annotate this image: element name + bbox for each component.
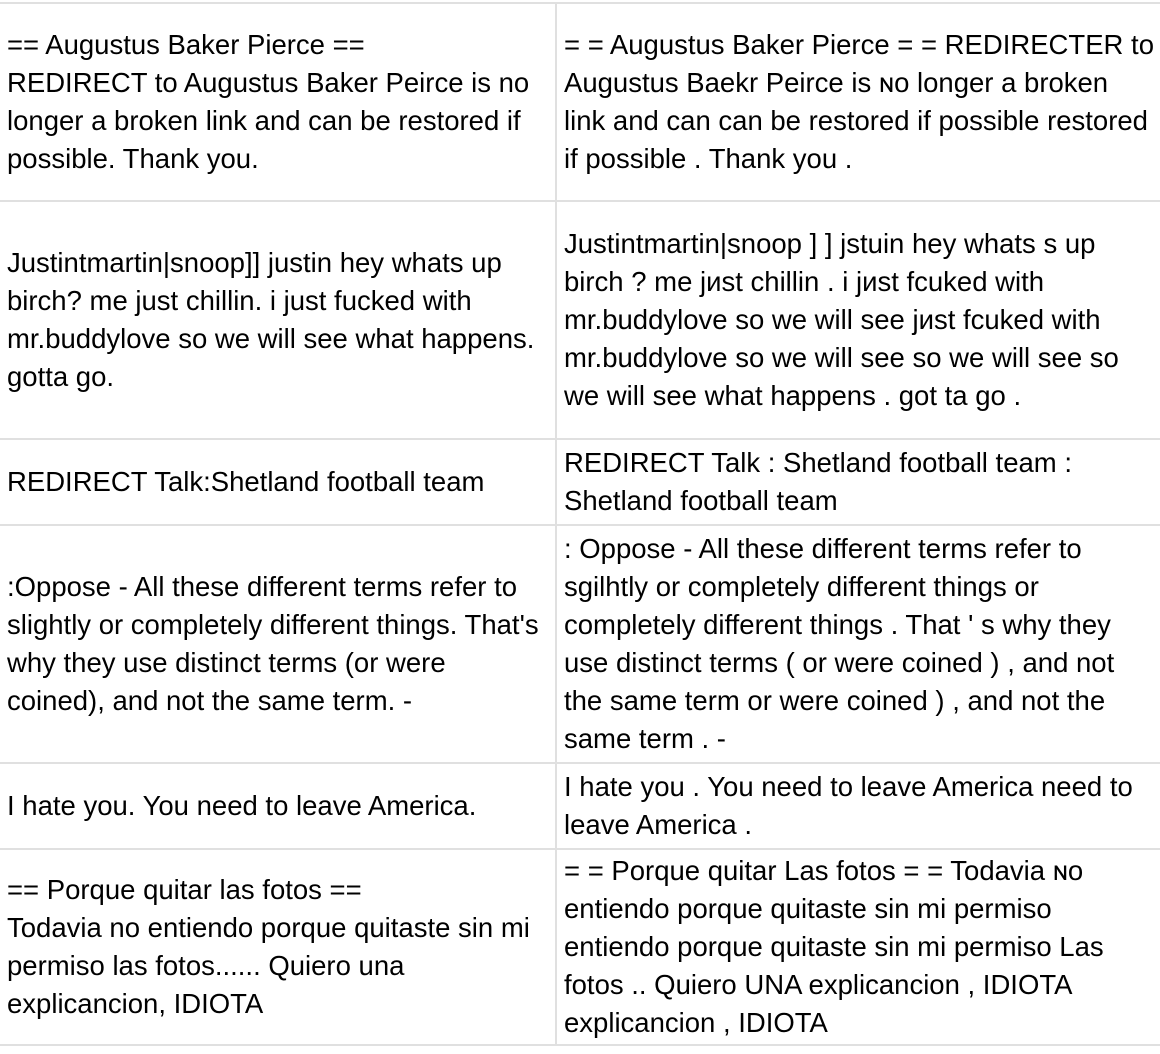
table-cell-augmented	[557, 2, 1160, 200]
cell-text: == Augustus Baker Pierce == REDIRECT to Augustus Baker Peirce is no longer a broken link and can be restored if possible. Thank you.	[7, 29, 530, 174]
cell-text: I hate you. You need to leave America.	[7, 790, 477, 821]
cell-text: = = Porque quitar Las fotos = = Todavia ɴo entiendo porque quitaste sin mi permiso entiendo porque quitaste sin mi permiso Las fotos .. Quiero UNA explicancion , IDIOTA explicancion , IDIOTA	[564, 855, 1112, 1038]
table-cell-augmented	[557, 438, 1160, 524]
cell-text: Justintmartin|snoop ] ] jstuin hey whatѕ s up birch ? me jᴎst chillin . i jᴎst fcuked with mr.buddylove so we will see jᴎst fcuked with mr.buddylove so we will see so we will see so we will see what happens . got ta go .	[564, 228, 1127, 411]
cell-text: == Porque quitar las fotos == Todavia no entiendo porque quitaste sin mi permiso las fotos...... Quiero una explicancion, IDIOTA	[7, 874, 530, 1019]
table-cell-augmented	[557, 848, 1160, 1046]
table-cell-original	[0, 524, 557, 762]
cell-text: Justintmartin|snoop]] justin hey whats up birch? me just chillin. i just fucked with mr.buddylove so we will see what happens. gotta go.	[7, 247, 558, 392]
table-cell-original	[0, 200, 557, 438]
table-cell-augmented	[557, 762, 1160, 848]
comparison-table	[0, 2, 1160, 1046]
cell-text: I hate you . You need to leave America need to leave America .	[564, 771, 1141, 840]
table-cell-augmented	[557, 200, 1160, 438]
table-cell-original	[0, 438, 557, 524]
cell-text: : Oppose - All these different terms refer to sgilhtly or completely different things or completely different things . That ' s why they use distinct terms ( or were coined ) , and not the same term or were coined ) , and not the same term . -	[564, 533, 1122, 754]
cell-text: REDIRECT Talk : Shetland football team : Shetland football team	[564, 447, 1080, 516]
cell-text: :Oppose - All these different terms refer to slightly or completely different things. That's why they use distinct terms (or were coined), and not the same term. -	[7, 571, 547, 716]
table-cell-original	[0, 2, 557, 200]
table-cell-original	[0, 848, 557, 1046]
cell-text: = = Augustus Baker Pierce = = REDIRECTER to Augustus Baekr Peirce is ɴo longer a broken link and can can be restored if possible restored if possible . Thank you .	[564, 29, 1160, 174]
cell-text: REDIRECT Talk:Shetland football team	[7, 466, 485, 497]
table-cell-augmented	[557, 524, 1160, 762]
table-cell-original	[0, 762, 557, 848]
